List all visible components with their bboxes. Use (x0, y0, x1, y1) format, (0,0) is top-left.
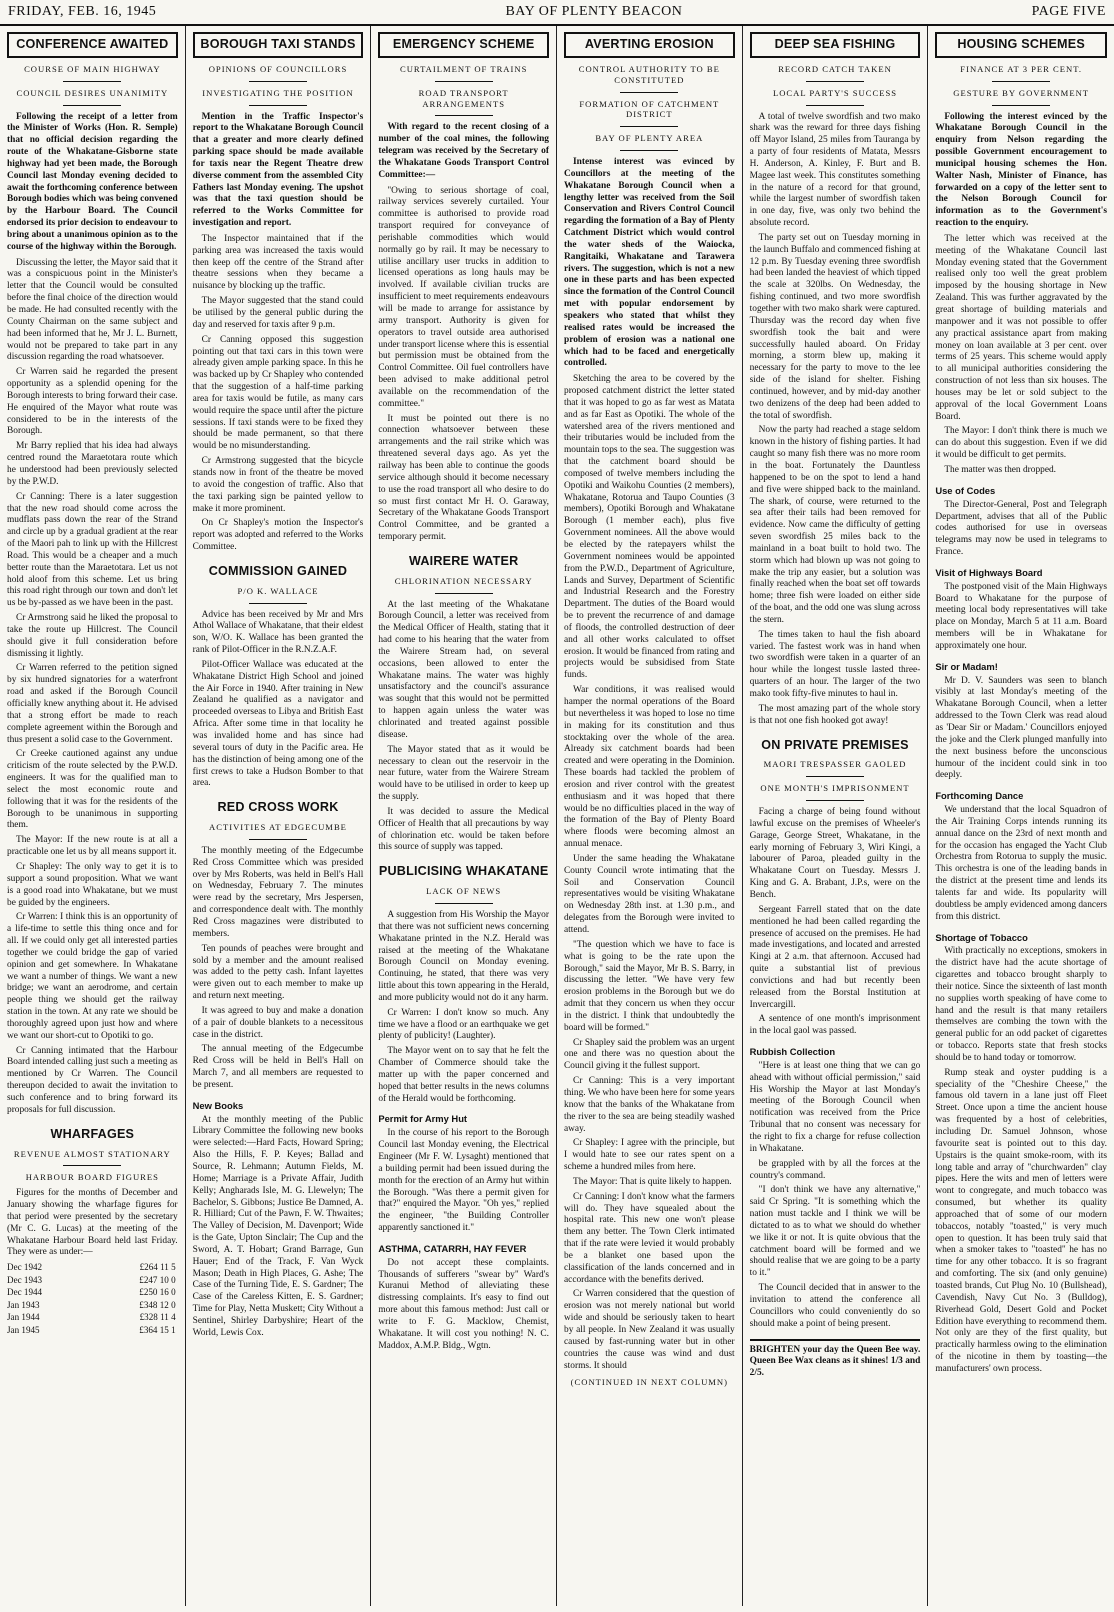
advertisement: BRIGHTEN your day the Queen Bee way. Queen Bee Wax cleans as it shines! 1/3 and 2/5. (750, 1339, 921, 1381)
section-head: Shortage of Tobacco (935, 931, 1028, 943)
paragraph: It was decided to assure the Medical Officer of Health that all precautions by way of chlorination etc. would be taken before this source of supply was tapped. (378, 806, 549, 853)
paragraph: "The question which we have to face is what is going to be the rate upon the Borough," said the Mayor, Mr B. S. Barry, in discussing the letter. "We have very few erosion problems in the Borough but we do admit that they concern us when they occur in the district. I think that undoubtedly the board will be formed." (564, 939, 735, 1033)
headline-erosion: AVERTING EROSION (564, 32, 735, 58)
paragraph: War conditions, it was realised would hamper the normal operations of the Board but nevertheless it was hoped to lose no time in making for its constitution and thus stocktaking over the whole of the area. Already six catchment boards had been created and were operating in the Dominion. These boards had tackled the problem of erosion and river control with the greatest enthusiasm and it was hoped that there would be no difficulties placed in the way of the formation of the Bay of Plenty Board where floods were becoming almost an annual menace. (564, 685, 735, 850)
paragraph: The postponed visit of the Main Highways Board to Whakatane for the purpose of meeting local body representatives will take place on Monday, March 5 at 11 a.m. Board members will be in Whakatane for approximately one hour. (935, 581, 1107, 651)
divider (992, 81, 1050, 82)
divider (63, 1165, 121, 1166)
paragraph: Mr D. V. Saunders was seen to blanch visibly at last Monday's meeting of the Whakatane Borough Council, when a letter addressed to the Town Clerk was read aloud as 'Dear Sir or Madam.' Councillors enjoyed the joke and the Clerk plunged manfully into the next business before the unconscious humour of the incident could sink in too deeply. (935, 675, 1107, 781)
paragraph: The letter which was received at the meeting of the Whakatane Council last Monday evening stated that the Government realised only too well the great problem imposed by the housing shortage in New Zealand. This was further aggravated by the great shortage of building materials and manpower and it was not possible to offer any practical assistance apart from making money on loan available at 3 per cent. over terms of 25 years. This scheme would apply to all municipal authorities considering the construction of not less than six houses. The houses may be let or sold subject to the approval of the local Government Loans Board. (935, 233, 1107, 422)
paragraph: Cr Warren: I don't know so much. Any time we have a flood or an earthquake we get plenty of publicity! (Laughter). (378, 1007, 549, 1042)
section-head: New Books (192, 1099, 244, 1111)
paragraph: Cr Armstrong said he liked the proposal to take the route up Hillcrest. The Council should give it full consideration before dismissing it lightly. (7, 613, 178, 659)
paragraph: Do not accept these complaints. Thousands of sufferers "swear by" Ward's Kuranui Method of alleviating these distressing complaints. It's easy to find out more about this famous method: Just call or write to F. G. Macklow, Chemist, Whakatane. It will cost you nothing! N. C. Maddox, A.M.P. Bldg., Wgtn. (378, 1257, 549, 1351)
table-cell: Jan 1944 (7, 1312, 40, 1323)
page-number: PAGE FIVE (1031, 4, 1106, 19)
divider (620, 126, 678, 127)
divider (435, 81, 493, 82)
paragraph: Cr Canning intimated that the Harbour Board intended calling just such a meeting as mentioned by Cr Warren. The Council thereupon decided to await the invitation to such conference and to bring forward its proposals for full discussion. (7, 1045, 178, 1115)
paragraph: The Director-General, Post and Telegraph Department, advises that all of the Public codes authorised for use in overseas telegrams may now be used in telegrams to France. (935, 499, 1107, 558)
masthead (0, 0, 1114, 26)
headline-emergency: EMERGENCY SCHEME (378, 32, 549, 58)
paragraph: Cr Canning: I don't know what the farmers will do. They have squealed about the hospital rate. This new one won't please them any better. The Town Clerk intimated that if the rate were levied it would probably be a blanket one based upon the classification of the lands concerned and in accordance with the benefits derived. (564, 1191, 735, 1285)
column-3 (371, 26, 557, 1606)
paragraph: Cr Canning: This is a very important thing. We who have been here for some years know that the banks of the Whakatane from the river to the sea are being steadily washed away. (564, 1076, 735, 1134)
paragraph: be grappled with by all the forces at the country's command. (749, 1158, 921, 1181)
section-head: ASTHMA, CATARRH, HAY FEVER (378, 1242, 527, 1254)
headline-fishing: DEEP SEA FISHING (750, 32, 921, 58)
paragraph: We understand that the local Squadron of the Air Training Corps intends running its annual dance on the 23rd of next month and for the occasion has engaged the Yacht Club Orchestra from Rotorua to supply the music. This orchestra is one of the leading bands in the district at the present time and lends its talents far and wide. Its popularity will doubtless be amply evidenced among dancers from this district. (935, 805, 1107, 922)
section-head: Permit for Army Hut (378, 1113, 468, 1125)
table-row (7, 1300, 178, 1312)
divider (620, 92, 678, 93)
paragraph: On Cr Shapley's motion the Inspector's report was adopted and referred to the Works Committee. (192, 518, 364, 553)
paragraph: Facing a charge of being found without lawful excuse on the premises of Wheeler's Garage, George Street, Whakatane, in the early morning of February 3, Wiri Kingi, a labourer of Paroa, pleaded guilty in the Whakatane Court on Tuesday. Messrs J. King and G. A. Brabant, J.P.s, were on the Bench. (749, 807, 921, 900)
paragraph: With practically no exceptions, smokers in the district have had the acute shortage of cigarettes and tobacco brought sharply to their notice. Since the sixteenth of last month no supplies worth speaking of have come to hand and the result is that many retailers themselves are combing the town with the general public for an odd packet of cigarettes or tobacco. Reports state that fresh stocks should be to hand today or tomorrow. (935, 946, 1107, 1063)
headline-housing: HOUSING SCHEMES (935, 32, 1107, 58)
lead-paragraph: Following the interest evinced by the Whakatane Borough Council in the enquiry from Nelson regarding the possible Government encouragement to municipal housing schemes the Hon. Walter Nash, Minister of Finance, has forwarded on a copy of the letter sent to the Nelson Borough Council for information as to the Government's reaction to the enquiry. (935, 111, 1107, 229)
table-row (7, 1287, 178, 1299)
divider (806, 776, 864, 777)
headline-taxi: BOROUGH TAXI STANDS (193, 32, 364, 58)
table-row (7, 1275, 178, 1287)
continued-note: (CONTINUED IN NEXT COLUMN) (570, 1377, 728, 1388)
headline-red-cross: RED CROSS WORK (217, 800, 339, 815)
paragraph: The Inspector maintained that if the parking area was increased the taxis would then keep off the centre of the Strand after theatre sessions when they became a nuisance by blocking up the traffic. (192, 233, 364, 292)
headline-conference: CONFERENCE AWAITED (7, 32, 178, 58)
section-head: Use of Codes (935, 484, 996, 496)
table-cell: £348 12 0 (139, 1299, 176, 1310)
table-cell: £264 11 5 (139, 1262, 176, 1273)
table-row (7, 1325, 178, 1337)
column-6 (928, 26, 1114, 1606)
headline-wharfages: WHARFAGES (50, 1126, 135, 1141)
section-head: Visit of Highways Board (935, 566, 1043, 578)
column-1 (0, 26, 186, 1606)
paragraph: The times taken to haul the fish aboard varied. The fastest work was in hand when two swordfish were taken in a quarter of an hour while the longest tussle lasted three-quarters of an hour. The larger of the two mako took fifty-five minutes to haul in. (749, 629, 921, 700)
paragraph: At the last meeting of the Whakatane Borough Council, a letter was received from the Medical Officer of Health, stating that it had come to his hearing that the water from the Wairere Stream had, on several occasions, been allowed to enter the Whakatane mains. The water was highly unsatisfactory and the council's assurance was sought that this would not be permitted to happen again unless the water was chlorinated and treated against possible disease. (378, 599, 549, 740)
divider (249, 105, 307, 106)
subhead: HARBOUR BOARD FIGURES (25, 1172, 159, 1183)
subhead: FORMATION OF CATCHMENT DISTRICT (579, 98, 720, 120)
table-cell: £247 10 0 (139, 1274, 176, 1285)
divider (806, 105, 864, 106)
wharfage-table (7, 1262, 178, 1337)
paragraph: Cr Warren: I think this is an opportunity of a life-time to settle this thing once and for all. If we could only get all interested parties together we could bridge the gap of varied opinion and get somewhere. In Whakatane we want a number of things. We want a new bridge; we want an aerodrome, and certain people thing we should get the railway station in the town. At any rate we should be thoroughly agreed upon just how and where we want our short-cut to Opotiki to go. (7, 912, 178, 1041)
paragraph: Cr Canning: There is a later suggestion that the new road should come across the mudflats pass down the rear of the Strand and circle up by a gradual gradient at the rear of the Maori pah to link up with the Hillcrest Road. This would be a cheaper and a much better route than the Maraetotara. Let us not hold aloof from this scheme. Let us bring this road right through our town and don't let us be by-passed as we have been in the past. (7, 491, 178, 609)
table-row (7, 1262, 178, 1274)
subhead: LOCAL PARTY'S SUCCESS (772, 87, 898, 98)
paragraph: Cr Shapley said the problem was an urgent one and there was no question about the Council giving it the fullest support. (564, 1037, 735, 1072)
paragraph: Cr Warren referred to the petition signed by six hundred signatories for a waterfront road and asked if the Borough Council officially knew anything about it. He advised that a strong effort be made to reach complete agreement within the Borough and thus present a solid case to the Government. (7, 663, 178, 745)
subhead: P/O K. WALLACE (237, 585, 319, 596)
paragraph: Cr Shapley: The only way to get it is to support a sound proposition. What we want is a good road into Whakatane, but we must be guided by the engineers. (7, 861, 178, 908)
subhead: LACK OF NEWS (426, 886, 502, 897)
subhead: REVENUE ALMOST STATIONARY (13, 1148, 171, 1159)
subhead: GESTURE BY GOVERNMENT (953, 87, 1090, 98)
table-cell: Dec 1943 (7, 1274, 43, 1285)
paragraph: Ten pounds of peaches were brought and sold by a member and the amount realised was added to the petty cash. Infant layettes were given out to each member to make up and return next meeting. (192, 943, 364, 1002)
article-columns (0, 26, 1114, 1606)
subhead: RECORD CATCH TAKEN (778, 63, 892, 74)
subhead: COURSE OF MAIN HIGHWAY (24, 63, 161, 74)
divider (249, 603, 307, 604)
paragraph: The most amazing part of the whole story is that not one fish hooked got away! (749, 703, 921, 726)
subhead: CURTAILMENT OF TRAINS (399, 63, 528, 74)
table-cell: Jan 1943 (7, 1299, 40, 1310)
section-head: Forthcoming Dance (935, 790, 1024, 802)
table-cell: Dec 1942 (7, 1262, 43, 1273)
paragraph: Cr Creeke cautioned against any undue criticism of the route selected by the P.W.D. engineers. It was for the qualified man to select the most economic route and following that it was for the residents of the Borough to be unanimous in supporting them. (7, 749, 178, 831)
headline-commission: COMMISSION GAINED (208, 563, 348, 578)
subhead: MAORI TRESPASSER GAOLED (763, 759, 907, 770)
table-cell: £364 15 1 (139, 1324, 176, 1335)
paragraph: The Mayor: I don't think there is much we can do about this suggestion. Even if we did it would be difficult to get permits. (935, 426, 1107, 461)
subhead: BAY OF PLENTY AREA (595, 133, 704, 144)
paragraph: Sergeant Farrell stated that on the date mentioned he had been called regarding the presence of accused on the premises. He had made investigations, and located and arrested Kingi at 2 a.m. that afternoon. Accused had quite a substantial list of previous convictions and had but recently been released from the Borstal Institution at Invercargill. (749, 904, 921, 1010)
paragraph: In the course of his report to the Borough Council last Monday evening, the Electrical Engineer (Mr F. W. Lysaght) mentioned that a building permit had been issued during the month for the erection of an Army hut within the Borough. "Was there a permit given for that?" enquired the Mayor. "Oh yes," replied the engineer, "the Building Controller apparently sanctioned it." (378, 1128, 549, 1234)
subhead: CHLORINATION NECESSARY (394, 575, 533, 586)
lead-paragraph: With regard to the recent closing of a number of the coal mines, the following telegram was received by the Secretary of the Whakatane Goods Transport Control Committee:— (378, 122, 549, 180)
subhead: ROAD TRANSPORT ARRANGEMENTS (418, 87, 509, 109)
paragraph: The matter was then dropped. (944, 464, 1057, 475)
section-head: Sir or Madam! (935, 660, 998, 672)
paragraph: Discussing the letter, the Mayor said that it was a conspicuous point in the Minister's letter that the Council would be consulted before the final choice of the direction would be made. He had consulted recently with the County Chairman on the same subject and had been informed that he, Mr J. L. Burnett, would not be prepared to take part in any discussion regarding the road whatsoever. (7, 257, 178, 363)
headline-premises: ON PRIVATE PREMISES (761, 737, 909, 752)
subhead: ONE MONTH'S IMPRISONMENT (760, 783, 910, 794)
paragraph: A sentence of one month's imprisonment in the local gaol was passed. (749, 1014, 921, 1037)
paragraph: The Mayor stated that as it would be necessary to clean out the reservoir in the near future, water from the Wairere Stream would have to be utilised in order to keep up the supply. (378, 744, 549, 803)
paragraph: Figures for the months of December and January showing the wharfage figures for that period were presented by the secretary (Mr C. G. Lucas) at the meeting of the Whakatane Harbour Board held last Friday. They were as under:— (7, 1188, 178, 1258)
paragraph: A suggestion from His Worship the Mayor that there was not sufficient news concerning Whakatane printed in the N.Z. Herald was raised at the meeting of the Whakatane Borough Council on Monday evening. Continuing, he stated, that there was very little about this town appearing in the Herald, and more publicity would not do it any harm. (378, 909, 549, 1003)
paragraph: Cr Canning opposed this suggestion pointing out that taxi cars in this town were already given ample parking space. In this he was backed up by Cr Shapley who contended that the suggestion of a half-time parking area for taxis would be futile, as many cars would require the space until after the picture sessions. If taxi stands were to be fixed they should be made permanent, so that there would be no misunderstanding. (192, 334, 364, 452)
divider (620, 150, 678, 151)
paragraph: Pilot-Officer Wallace was educated at the Whakatane District High School and joined the Air Force in 1940. After training in New Zealand he qualified as a navigator and proceeded overseas to Libya and British East Africa. After some time in that locality he was invalided home and has since had several tours of duty in the Pacific area. He has the distinction of being among one of the first crews to take a Hudson Bomber to that area. (192, 659, 364, 789)
paragraph: The Mayor suggested that the stand could be utilised by the general public during the day and reserved for taxis after 9 p.m. (192, 296, 364, 330)
paragraph: "Here is at least one thing that we can go ahead with without official permission," said His Worship the Mayor at last Monday's meeting of the Borough Council when notification was received from the Price Tribunal that no consent was necessary for the right to fix a charge for refuse collection in Whakatane. (749, 1060, 921, 1154)
paragraph: Under the same heading the Whakatane County Council wrote intimating that the Soil and Conservation Council representatives would be visiting Whakatane on Wednesday 28th inst. at 1.30 p.m., and delegates from the Borough were invited to attend. (564, 853, 735, 935)
table-cell: £328 11 4 (139, 1312, 176, 1323)
lead-paragraph: Intense interest was evinced by Councillors at the meeting of the Whakatane Borough Council when a lengthy letter was received from the Soil Conservation and Rivers Control Council regarding the formation of a Bay of Plenty Catchment District which would control the water sheds of the Waiocka, Rangitaiki, Whakatane and Tarawera rivers. The suggestion, which is not a new one in these parts and has been expected since the formation of the Control Council met with popular endorsement by speakers who stated that whilst they realised rates would be increased the problem of erosion was a national one which had to be faced and energetically controlled. (564, 157, 735, 369)
column-4 (557, 26, 743, 1606)
paragraph: Sketching the area to be covered by the proposed catchment district the letter stated that it was hoped to go as far west as Matata and as far East as Opotiki. The whole of the watershed area of the rivers mentioned and their tributaries would be included from the mountain tops to the sea. The suggestion was that the catchment board should be composed of twelve members including the Opotiki and Waikohu Counties (2 members), Whakatane, Rotorua and Taupo Counties (3 members), Opotiki Borough and Whakatane Borough (1 member each), plus five Government nominees. All the above would be elected by the ratepayers whilst the Government nominees would be appointed from the P.W.D., Department of Agriculture, Lands and Survey, Department of Scientific and Industrial Research and the Forestry Department. The duties of the Board would be to prevent the recurrence of and damage of floods, the controlled destruction of deer and all other works calculated to offset erosion. It would be financed from rating and projects would be subsidised from State funds. (564, 374, 735, 681)
divider (63, 105, 121, 106)
headline-publicising: PUBLICISING WHAKATANE (378, 864, 549, 879)
subhead: CONTROL AUTHORITY TO BE CONSTITUTED (578, 63, 720, 85)
divider (63, 81, 121, 82)
column-5 (743, 26, 929, 1606)
paragraph: Now the party had reached a stage seldom known in the history of fishing parties. It had caught so many fish there was no more room in the boat. Fortunately the Dauntless happened to be on the spot to lend a hand and five were shipped back to the mainland. The shark, of course, were returned to the sea after their tails had been removed for evidence. Now came the difficulty of getting seven swordfish 25 miles back to the mainland in a boat built to hold two. The storm which had blown up was not going to make the trip any easier, but a solution was finally reached when the boat set off towards home; three fish were loaded on either side of the boat, and the odd one was slung across the stern. (749, 425, 921, 625)
paragraph: Cr Warren considered that the question of erosion was not merely national but world wide and should be seriously taken to heart by all people. In New Zealand it was usually caused by fast-running water but in other countries the cause was wind and dust storms. It should (564, 1289, 735, 1371)
paragraph: The party set out on Tuesday morning in the launch Buffalo and commenced fishing at 12 p.m. By Tuesday evening three swordfish had been landed the heaviest of which tipped the scale at 320lbs. On Wednesday, the fishing continued, and two more swordfish together with two mako shark were captured. Thursday was the record day when five swordfish took the bait and were successfully hauled aboard. On Friday morning, a storm blew up, making it necessary for the party to move to the lee side of the island for shelter. Fishing continued, however, and by mid-day another two denizens of the deep had been added to the total of swordfish. (749, 232, 921, 421)
column-2 (186, 26, 372, 1606)
paragraph: Rump steak and oyster pudding is a speciality of the "Cheshire Cheese," the famous old tavern in a lane just off Fleet Street. Once upon a time the ancient house was frequented by a host of celebrities, including Dr. Samuel Johnson, whose favourite seat is pointed out to this day. Upstairs is the quaint smoke-room, with its long table and array of "churchwarden" clay pipes. Here the wits and men of letters were wont to congregate, and much tobacco was consumed, but whether its quality approached that of some of our modern tobaccos, notably "toasted," is very much open to question. It has been truly said that when a smoker takes to "toasted" he has no time for any other tobacco. It is so fragrant and comforting. The six (and only genuine) toasted brands, Cut Plug No. 10 (Bullshead), Cavendish, Navy Cut No. 3 (Bulldog), Riverhead Gold, Desert Gold and Pocket Edition have everything to recommend them. Not only are they of the first quality, but practically harmless owing to the elimination of the nicotine in them by toasting—the manufacturers' own process. (935, 1067, 1107, 1374)
paragraph: The Mayor: If the new route is at all a practicable one let us by all means support it. (7, 835, 178, 858)
table-cell: Dec 1944 (7, 1287, 43, 1298)
paragraph: The monthly meeting of the Edgecumbe Red Cross Committee which was presided over by Mrs Roberts, was held in Bell's Hall on Wednesday, February 7. The minutes were read by the secretary, Mrs Jespersen, and correspondence dealt with. The monthly Red Cross magazines were distributed to members. (192, 845, 364, 939)
subhead: INVESTIGATING THE POSITION (202, 87, 354, 98)
subhead: COUNCIL DESIRES UNANIMITY (16, 87, 169, 98)
table-cell: £250 16 0 (139, 1287, 176, 1298)
issue-date: FRIDAY, FEB. 16, 1945 (8, 4, 157, 19)
paragraph: The Mayor: That is quite likely to happen. (573, 1176, 732, 1187)
paragraph: It must be pointed out there is no connection whatsoever between these arrangements and the rail strike which was threatened several days ago. As yet the railway has been able to continue the goods service although should it become necessary to use the road transport all who desire to do so must first contact Mr H. O. Garaway, Secretary of the Whakatane Goods Transport Control Committee, and be granted a temporary permit. (378, 413, 549, 543)
paragraph: It was agreed to buy and make a donation of a pair of double blankets to a necessitous case in the district. (192, 1005, 364, 1040)
subhead: ACTIVITIES AT EDGECUMBE (209, 822, 347, 833)
divider (435, 115, 493, 116)
paragraph: The annual meeting of the Edgecumbe Red Cross will be held in Bell's Hall on March 7, and all members are requested to be present. (192, 1044, 364, 1090)
paragraph: Mr Barry replied that his idea had always centred round the Maraetotara route which he understood had been previously selected by the P.W.D. (7, 441, 178, 487)
paragraph: "Owing to serious shortage of coal, railway services severely curtailed. Your committee is authorised to provide road transport required for conveyance of perishable commodities which would normally go by rail. It may be necessary to utilise ancillary user trucks in addition to licensed operations as long hauls may be involved. If available civilian trucks are insufficient to meet requirements endeavours will be made to arrange for assistance by army transport. Authority is given for operators to travel outside area authorised under transport license where this is essential but permission must be obtained from the Control Committee. Oil fuel controllers have been advised to make additional petrol available on the recommendation of the committee." (378, 185, 549, 409)
paragraph: Cr Warren said he regarded the present opportunity as a splendid opening for the Borough interests to bring forward their case. He enquired of the Mayor what route was considered to be in the interests of the Borough. (7, 367, 178, 437)
paragraph: The Mayor went on to say that he felt the Chamber of Commerce should take the matter up with the paper concerned and hoped that better results in the news columns of the Herald would be forthcoming. (378, 1046, 549, 1104)
subhead: FINANCE AT 3 PER CENT. (960, 63, 1083, 74)
paragraph: The Council decided that in answer to the invitation to attend the conference all Councillors who could conveniently do so should make a point of being present. (749, 1283, 921, 1329)
paper-title: BAY OF PLENTY BEACON (505, 4, 683, 19)
divider (249, 81, 307, 82)
paragraph: Cr Armstrong suggested that the bicycle stands now in front of the theatre be moved to avoid the congestion of traffic. Also that the taxi parking sign be painted yellow to make it more prominent. (192, 456, 364, 514)
paragraph: Cr Shapley: I agree with the principle, but I would hate to see our rates spent on a scheme a hundred miles from here. (564, 1138, 735, 1173)
divider (806, 81, 864, 82)
paragraph: At the monthly meeting of the Public Library Committee the following new books were selected:—Hard Facts, Howard Spring; Also the Hills, F. P. Keyes; Ballad and Source, R. Lehmann; Autumn Fields, M. Home; Marriage is a Private Affair, Judith Kelly; Angharads Isle, M. G. Llewelyn; The Bachelor, S. Gibbons; Justice Be Damned, A. R. Hilliard; Cut of the Pawn, F. W. Thwaites; The Valley of Decision, M. Davenport; Wide is the Gate, Upton Sinclair; The Cup and the Sword, A. T. Hobart; Grand Barrage, Gun Hauer; End of the Track, F. Van Wyck Mason; Death in High Places, G. Ashe; The Case of the Turning Tide, E. S. Gardner; The Case of the Careless Kitten, E. S. Gardner; Time for Play, Netta Muskett; City Without a Sentinel, Shirley Darbyshire; Heart of the World, Lewis Cox. (192, 1114, 364, 1338)
paragraph: "I don't think we have any alternative," said Cr Spring. "It is something which the nation must tackle and I think we will be dictated to as to what we should do whether we like it or not. It is quite obvious that the catchment board will be formed and we should realise that we are going to be a party to it." (749, 1185, 921, 1279)
divider (435, 593, 493, 594)
headline-wairere: WAIRERE WATER (408, 553, 519, 568)
divider (806, 800, 864, 801)
subhead: OPINIONS OF COUNCILLORS (208, 63, 348, 74)
lead-paragraph: Following the receipt of a letter from the Minister of Works (Hon. R. Semple) that no official decision regarding the route of the Whakatane-Gisborne state highway had yet been made, the Borough Council last Monday evening decided to await the forthcoming conference between Borough bodies which was being convened by the Harbour Board. The Council endorsed its prior decision to endeavour to bring about a unanimous opinion as to the course of the highway within the Borough. (7, 111, 178, 252)
paragraph: Advice has been received by Mr and Mrs Athol Wallace of Whakatane, that their eldest son, W/O. K. Wallace has been granted the rank of Pilot-Officer in the R.N.Z.A.F. (192, 609, 364, 656)
paragraph: A total of twelve swordfish and two mako shark was the reward for three days fishing off Mayor Island, 25 miles from Tauranga by a party of four residents of Matata, Messrs H. Anderson, A. Kinley, F. Burt and B. Magee last week. This constitutes something in the nature of a record for that ground, while the largest number of swordfish taken in one day, five, was only two behind the absolute record. (749, 111, 921, 229)
table-row (7, 1312, 178, 1324)
section-head: Rubbish Collection (749, 1046, 836, 1058)
lead-paragraph: Mention in the Traffic Inspector's report to the Whakatane Borough Council that a greater and more clearly defined parking space should be made available for taxis near the Regent Theatre drew diverse comment from the assembled City Fathers last Monday evening. The upshot was that the taxi question should be referred to the Works Committee for investigation and report. (192, 111, 364, 229)
divider (992, 105, 1050, 106)
divider (249, 839, 307, 840)
table-cell: Jan 1945 (7, 1324, 40, 1335)
divider (435, 903, 493, 904)
